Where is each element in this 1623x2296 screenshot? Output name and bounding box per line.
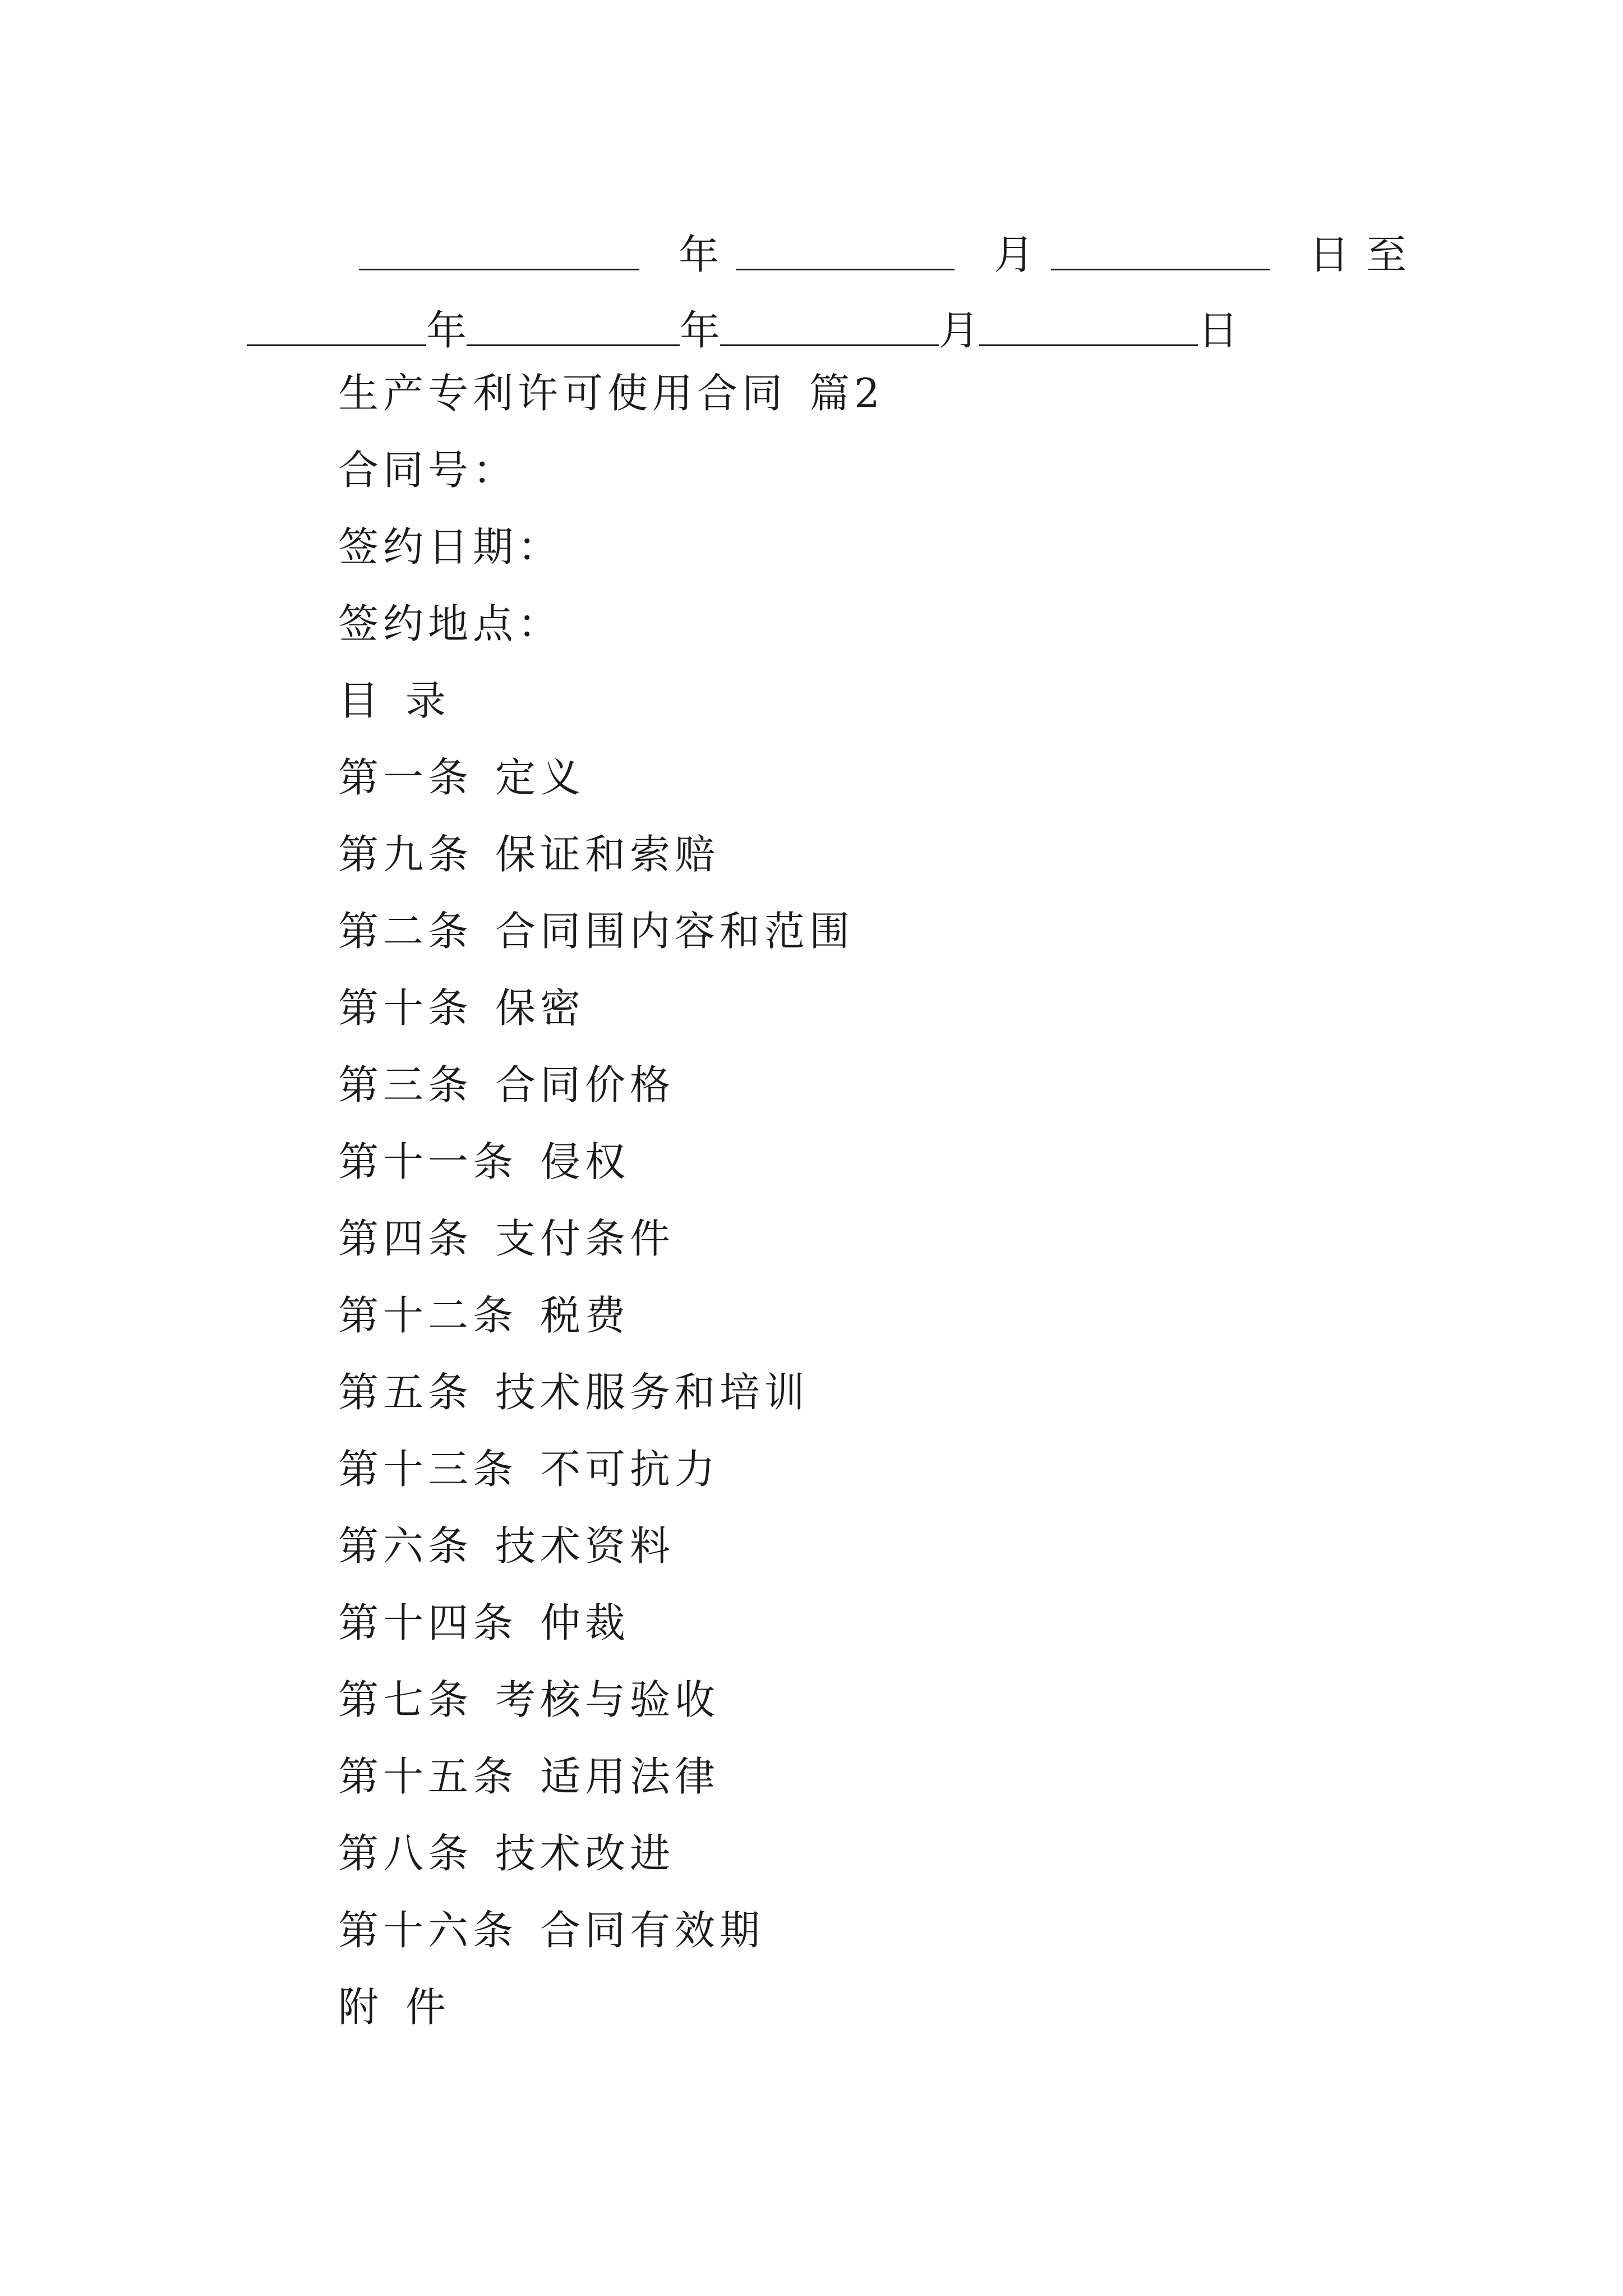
toc-item-title: 支付条件	[495, 1215, 675, 1262]
toc-item[interactable]	[338, 1138, 630, 1192]
appendix-char-1: 附	[338, 1984, 384, 2031]
toc-item-number: 第四条	[338, 1215, 473, 1262]
appendix-char-2: 件	[405, 1984, 451, 2031]
toc-item-title: 定义	[495, 754, 585, 801]
toc-item-number: 第二条	[338, 908, 473, 955]
blank-field-b[interactable]	[467, 341, 680, 346]
toc-item-title: 保密	[495, 984, 585, 1032]
toc-item-title: 技术服务和培训	[495, 1369, 810, 1416]
toc-item[interactable]	[338, 1061, 675, 1115]
toc-item-number: 第十四条	[338, 1599, 518, 1646]
day-to-label: 日至	[1309, 231, 1424, 278]
toc-item[interactable]	[338, 1753, 720, 1807]
contract-title	[338, 370, 884, 424]
day-label: 日	[1198, 307, 1239, 354]
month-label: 月	[994, 231, 1035, 278]
toc-item[interactable]	[338, 1522, 675, 1576]
blank-day-field[interactable]	[1051, 265, 1270, 270]
toc-item-title: 仲裁	[540, 1599, 630, 1646]
field-contract-number: 合同号：	[338, 447, 518, 494]
toc-item-number: 第十一条	[338, 1138, 518, 1185]
field-signing-place: 签约地点：	[338, 600, 563, 647]
toc-item-number: 第三条	[338, 1061, 473, 1108]
field-signing-date: 签约日期：	[338, 523, 563, 570]
toc-item[interactable]	[338, 1830, 675, 1884]
toc-item[interactable]	[338, 754, 585, 808]
toc-heading-char-2: 录	[405, 677, 451, 724]
blank-month-field[interactable]	[736, 265, 955, 270]
toc-item-title: 合同围内容和范围	[495, 908, 855, 955]
toc-item[interactable]	[338, 1676, 720, 1730]
blank-field-c[interactable]	[720, 341, 939, 346]
toc-item-number: 第十三条	[338, 1446, 518, 1493]
year-label: 年	[679, 231, 720, 278]
toc-item[interactable]	[338, 1292, 630, 1346]
toc-item-number: 第六条	[338, 1522, 473, 1570]
toc-item[interactable]	[338, 831, 720, 885]
toc-heading	[338, 677, 451, 731]
toc-item-title: 考核与验收	[495, 1676, 720, 1723]
toc-item[interactable]	[338, 1215, 675, 1269]
toc-item[interactable]	[338, 1907, 765, 1961]
toc-item-number: 第八条	[338, 1830, 473, 1877]
toc-item-title: 侵权	[540, 1138, 630, 1185]
date-line-2	[247, 289, 1391, 354]
toc-item[interactable]	[338, 1599, 630, 1653]
date-line-1	[359, 213, 1503, 278]
toc-item[interactable]	[338, 908, 855, 961]
toc-item-number: 第九条	[338, 831, 473, 878]
toc-item-title: 技术改进	[495, 1830, 675, 1877]
toc-item-number: 第五条	[338, 1369, 473, 1416]
blank-year-field[interactable]	[359, 265, 639, 270]
toc-item-number: 第一条	[338, 754, 473, 801]
blank-field-a[interactable]	[247, 341, 426, 346]
contract-part: 篇2	[809, 370, 884, 417]
toc-item-number: 第七条	[338, 1676, 473, 1723]
toc-item-number: 第十五条	[338, 1753, 518, 1800]
toc-item-title: 合同有效期	[540, 1907, 765, 1954]
toc-appendix[interactable]	[338, 1984, 451, 2037]
toc-item-title: 技术资料	[495, 1522, 675, 1570]
toc-item[interactable]	[338, 1446, 720, 1499]
toc-item-title: 不可抗力	[540, 1446, 720, 1493]
toc-item-title: 合同价格	[495, 1061, 675, 1108]
contract-title-text: 生产专利许可使用合同	[338, 370, 787, 417]
blank-field-d[interactable]	[979, 341, 1198, 346]
toc-item-number: 第十二条	[338, 1292, 518, 1339]
toc-item-title: 保证和索赔	[495, 831, 720, 878]
toc-item[interactable]	[338, 1369, 810, 1423]
month-label: 月	[939, 307, 980, 354]
toc-item-title: 税费	[540, 1292, 630, 1339]
year-label-b: 年	[680, 307, 721, 354]
toc-item[interactable]	[338, 984, 585, 1038]
year-label-a: 年	[426, 307, 467, 354]
toc-heading-char-1: 目	[338, 677, 384, 724]
toc-item-number: 第十六条	[338, 1907, 518, 1954]
toc-item-number: 第十条	[338, 984, 473, 1032]
toc-item-title: 适用法律	[540, 1753, 720, 1800]
